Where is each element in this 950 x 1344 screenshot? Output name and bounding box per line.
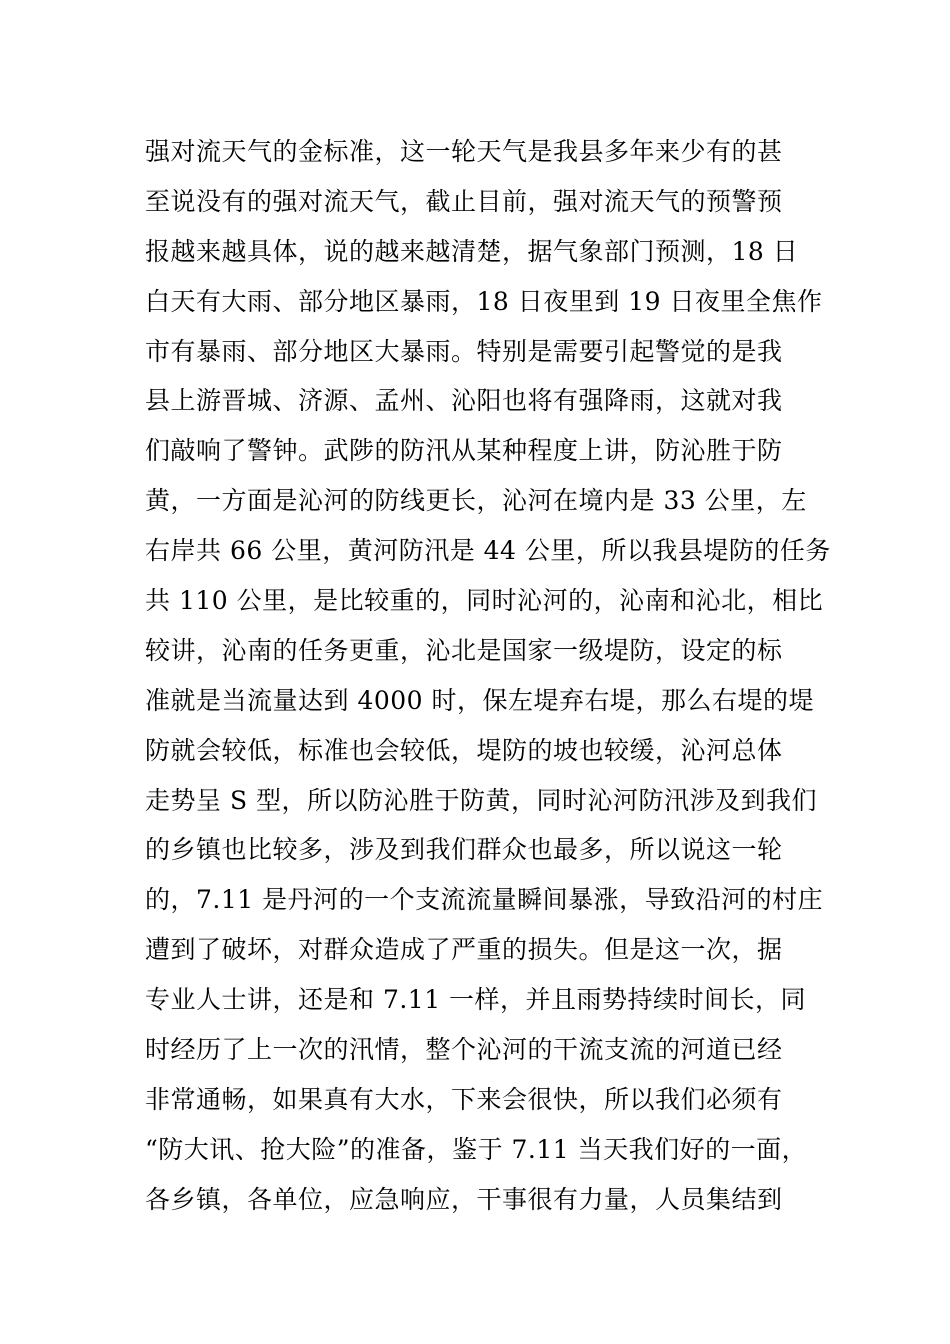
text-line: 专业人士讲，还是和 7.11 一样，并且雨势持续时间长，同 (145, 985, 807, 1015)
text-line: 时经历了上一次的汛情，整个沁河的干流支流的河道已经 (145, 1035, 783, 1065)
body-paragraph (145, 129, 845, 1227)
text-line: 白天有大雨、部分地区暴雨，18 日夜里到 19 日夜里全焦作 (145, 286, 823, 316)
text-line: 县上游晋城、济源、孟州、沁阳也将有强降雨，这就对我 (145, 386, 783, 416)
text-line: 防就会较低，标准也会较低，堤防的坡也较缓，沁河总体 (145, 735, 783, 765)
text-line: 右岸共 66 公里，黄河防汛是 44 公里，所以我县堤防的任务 (145, 536, 831, 566)
text-line: 强对流天气的金标准，这一轮天气是我县多年来少有的甚 (145, 137, 783, 166)
text-line: 黄，一方面是沁河的防线更长，沁河在境内是 33 公里，左 (145, 486, 807, 516)
text-line: 至说没有的强对流天气，截止目前，强对流天气的预警预 (145, 186, 783, 216)
text-line: 遭到了破坏，对群众造成了严重的损失。但是这一次，据 (145, 935, 783, 965)
text-line: 们敲响了警钟。武陟的防汛从某种程度上讲，防沁胜于防 (145, 436, 783, 466)
text-line: “防大讯、抢大险”的准备，鉴于 7.11 当天我们好的一面， (145, 1134, 808, 1164)
text-line: 报越来越具体，说的越来越清楚，据气象部门预测，18 日 (145, 236, 799, 266)
text-line: 非常通畅，如果真有大水，下来会很快，所以我们必须有 (145, 1084, 783, 1114)
text-line: 共 110 公里，是比较重的，同时沁河的，沁南和沁北，相比 (145, 586, 824, 616)
text-line: 走势呈 S 型，所以防沁胜于防黄，同时沁河防汛涉及到我们 (145, 785, 818, 815)
text-line: 较讲，沁南的任务更重，沁北是国家一级堤防，设定的标 (145, 635, 783, 665)
text-line: 市有暴雨、部分地区大暴雨。特别是需要引起警觉的是我 (145, 336, 783, 366)
text-line: 的，7.11 是丹河的一个支流流量瞬间暴涨，导致沿河的村庄 (145, 885, 824, 915)
text-line: 的乡镇也比较多，涉及到我们群众也最多，所以说这一轮 (145, 835, 783, 865)
text-line: 准就是当流量达到 4000 时，保左堤弃右堤，那么右堤的堤 (145, 685, 815, 715)
text-line: 各乡镇，各单位，应急响应，干事很有力量，人员集结到 (145, 1184, 783, 1214)
